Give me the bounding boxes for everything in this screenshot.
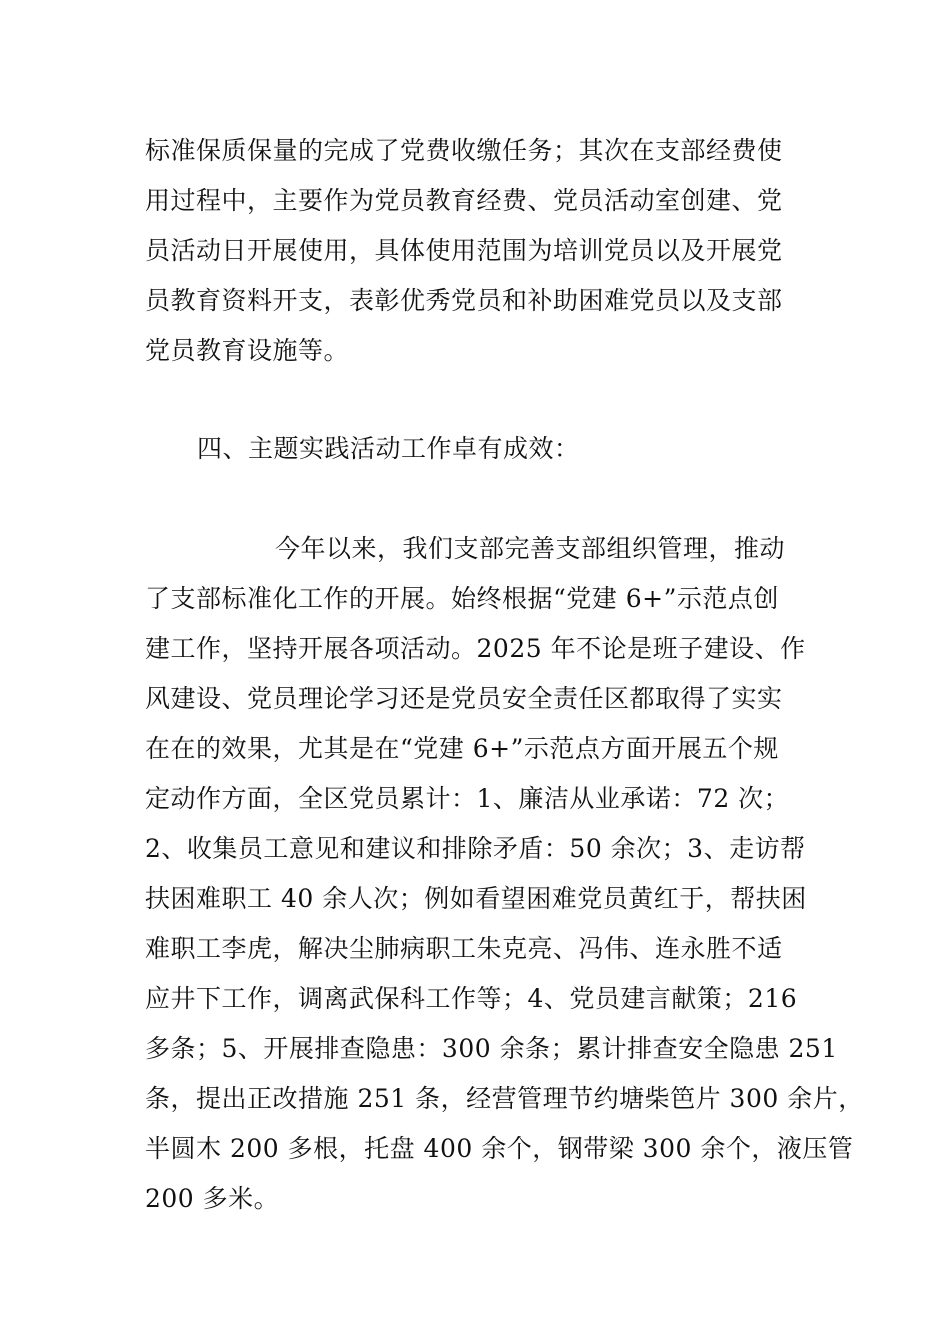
- paragraph-line: 200 多米。: [145, 1184, 280, 1213]
- paragraph-line: 应井下工作，调离武保科工作等；4、党员建言献策；216: [145, 984, 798, 1013]
- paragraph-line: 党员教育设施等。: [145, 336, 350, 365]
- paragraph-line: 风建设、党员理论学习还是党员安全责任区都取得了实实: [145, 684, 783, 713]
- paragraph-line: 多条；5、开展排查隐患：300 余条；累计排查安全隐患 251: [145, 1034, 838, 1063]
- paragraph-line: 用过程中，主要作为党员教育经费、党员活动室创建、党: [145, 186, 783, 215]
- paragraph-line: 员活动日开展使用，具体使用范围为培训党员以及开展党: [145, 236, 783, 265]
- paragraph-line: 条，提出正改措施 251 条，经营管理节约塘柴笆片 300 余片，: [145, 1084, 864, 1113]
- paragraph-line: 在在的效果，尤其是在“党建 6+”示范点方面开展五个规: [145, 734, 779, 763]
- paragraph-line: 半圆木 200 多根，托盘 400 余个，钢带梁 300 余个，液压管: [145, 1134, 854, 1163]
- paragraph-line: 今年以来，我们支部完善支部组织管理，推动: [275, 534, 786, 563]
- paragraph-line: 建工作，坚持开展各项活动。2025 年不论是班子建设、作: [145, 634, 806, 663]
- paragraph-line: 了支部标准化工作的开展。始终根据“党建 6+”示范点创: [145, 584, 779, 613]
- paragraph-line: 扶困难职工 40 余人次；例如看望困难党员黄红于，帮扶困: [145, 884, 807, 913]
- paragraph-line: 标准保质保量的完成了党费收缴任务；其次在支部经费使: [145, 136, 783, 165]
- section-heading: 四、主题实践活动工作卓有成效：: [197, 434, 580, 463]
- paragraph-line: 2、收集员工意见和建议和排除矛盾：50 余次；3、走访帮: [145, 834, 806, 863]
- paragraph-line: 难职工李虎，解决尘肺病职工朱克亮、冯伟、连永胜不适: [145, 934, 783, 963]
- paragraph-line: 员教育资料开支，表彰优秀党员和补助困难党员以及支部: [145, 286, 783, 315]
- paragraph-line: 定动作方面，全区党员累计：1、廉洁从业承诺：72 次；: [145, 784, 790, 813]
